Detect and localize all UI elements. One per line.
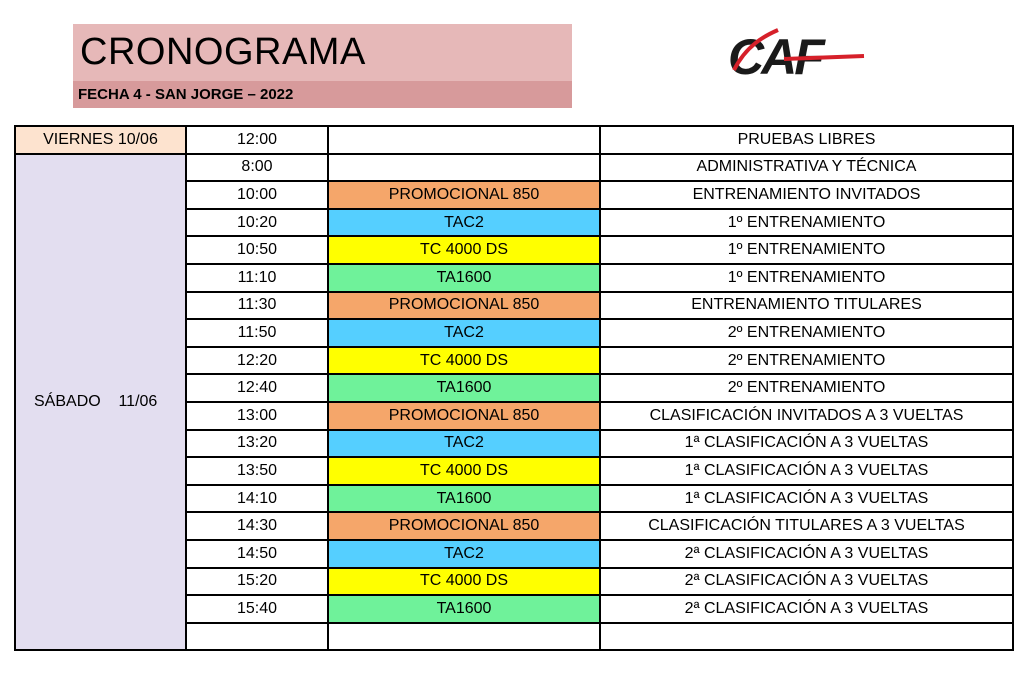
time-cell: 11:10 bbox=[186, 264, 328, 292]
activity-cell: 2º ENTRENAMIENTO bbox=[600, 319, 1013, 347]
activity-cell bbox=[600, 623, 1013, 651]
activity-cell: 2º ENTRENAMIENTO bbox=[600, 347, 1013, 375]
activity-cell: CLASIFICACIÓN TITULARES A 3 VUELTAS bbox=[600, 512, 1013, 540]
activity-cell: 2ª CLASIFICACIÓN A 3 VUELTAS bbox=[600, 595, 1013, 623]
time-cell: 13:00 bbox=[186, 402, 328, 430]
activity-cell: 2ª CLASIFICACIÓN A 3 VUELTAS bbox=[600, 568, 1013, 596]
activity-cell: CLASIFICACIÓN INVITADOS A 3 VUELTAS bbox=[600, 402, 1013, 430]
time-cell: 13:20 bbox=[186, 430, 328, 458]
time-cell: 10:50 bbox=[186, 236, 328, 264]
activity-cell: 1ª CLASIFICACIÓN A 3 VUELTAS bbox=[600, 457, 1013, 485]
activity-cell: ENTRENAMIENTO TITULARES bbox=[600, 292, 1013, 320]
time-cell: 12:40 bbox=[186, 374, 328, 402]
category-cell: TC 4000 DS bbox=[328, 457, 600, 485]
time-cell: 14:30 bbox=[186, 512, 328, 540]
time-cell: 14:50 bbox=[186, 540, 328, 568]
time-cell: 12:00 bbox=[186, 126, 328, 154]
time-cell: 8:00 bbox=[186, 154, 328, 182]
caf-logo-graphic bbox=[726, 26, 866, 84]
category-cell: TAC2 bbox=[328, 430, 600, 458]
time-cell: 11:30 bbox=[186, 292, 328, 320]
activity-cell: PRUEBAS LIBRES bbox=[600, 126, 1013, 154]
category-cell: TAC2 bbox=[328, 540, 600, 568]
category-cell: TC 4000 DS bbox=[328, 236, 600, 264]
category-cell: TA1600 bbox=[328, 595, 600, 623]
caf-logo bbox=[726, 26, 866, 84]
time-cell: 14:10 bbox=[186, 485, 328, 513]
time-cell bbox=[186, 623, 328, 651]
category-cell: TA1600 bbox=[328, 264, 600, 292]
category-cell: TA1600 bbox=[328, 485, 600, 513]
page-subtitle: FECHA 4 - SAN JORGE – 2022 bbox=[78, 86, 294, 103]
category-cell: TC 4000 DS bbox=[328, 568, 600, 596]
category-cell: TA1600 bbox=[328, 374, 600, 402]
category-cell: TC 4000 DS bbox=[328, 347, 600, 375]
title-banner bbox=[73, 24, 572, 108]
category-cell bbox=[328, 126, 600, 154]
activity-cell: 2ª CLASIFICACIÓN A 3 VUELTAS bbox=[600, 540, 1013, 568]
day-cell-sabado: SÁBADO 11/06 bbox=[15, 154, 186, 651]
schedule-body bbox=[15, 126, 1013, 650]
activity-cell: 2º ENTRENAMIENTO bbox=[600, 374, 1013, 402]
schedule-table bbox=[14, 125, 1014, 651]
time-cell: 15:20 bbox=[186, 568, 328, 596]
time-cell: 11:50 bbox=[186, 319, 328, 347]
activity-cell: ENTRENAMIENTO INVITADOS bbox=[600, 181, 1013, 209]
page-title: CRONOGRAMA bbox=[80, 31, 366, 73]
activity-cell: 1ª CLASIFICACIÓN A 3 VUELTAS bbox=[600, 485, 1013, 513]
time-cell: 13:50 bbox=[186, 457, 328, 485]
activity-cell: 1º ENTRENAMIENTO bbox=[600, 209, 1013, 237]
category-cell: PROMOCIONAL 850 bbox=[328, 181, 600, 209]
time-cell: 15:40 bbox=[186, 595, 328, 623]
caf-logo-text: CAF bbox=[728, 29, 822, 84]
category-cell: PROMOCIONAL 850 bbox=[328, 292, 600, 320]
table-row bbox=[15, 154, 1013, 182]
time-cell: 12:20 bbox=[186, 347, 328, 375]
activity-cell: 1º ENTRENAMIENTO bbox=[600, 264, 1013, 292]
time-cell: 10:20 bbox=[186, 209, 328, 237]
category-cell: PROMOCIONAL 850 bbox=[328, 402, 600, 430]
category-cell: TAC2 bbox=[328, 209, 600, 237]
day-cell-viernes: VIERNES 10/06 bbox=[15, 126, 186, 154]
activity-cell: 1º ENTRENAMIENTO bbox=[600, 236, 1013, 264]
category-cell bbox=[328, 623, 600, 651]
activity-cell: ADMINISTRATIVA Y TÉCNICA bbox=[600, 154, 1013, 182]
activity-cell: 1ª CLASIFICACIÓN A 3 VUELTAS bbox=[600, 430, 1013, 458]
category-cell bbox=[328, 154, 600, 182]
category-cell: TAC2 bbox=[328, 319, 600, 347]
category-cell: PROMOCIONAL 850 bbox=[328, 512, 600, 540]
time-cell: 10:00 bbox=[186, 181, 328, 209]
subtitle-bar bbox=[73, 81, 572, 108]
table-row bbox=[15, 126, 1013, 154]
